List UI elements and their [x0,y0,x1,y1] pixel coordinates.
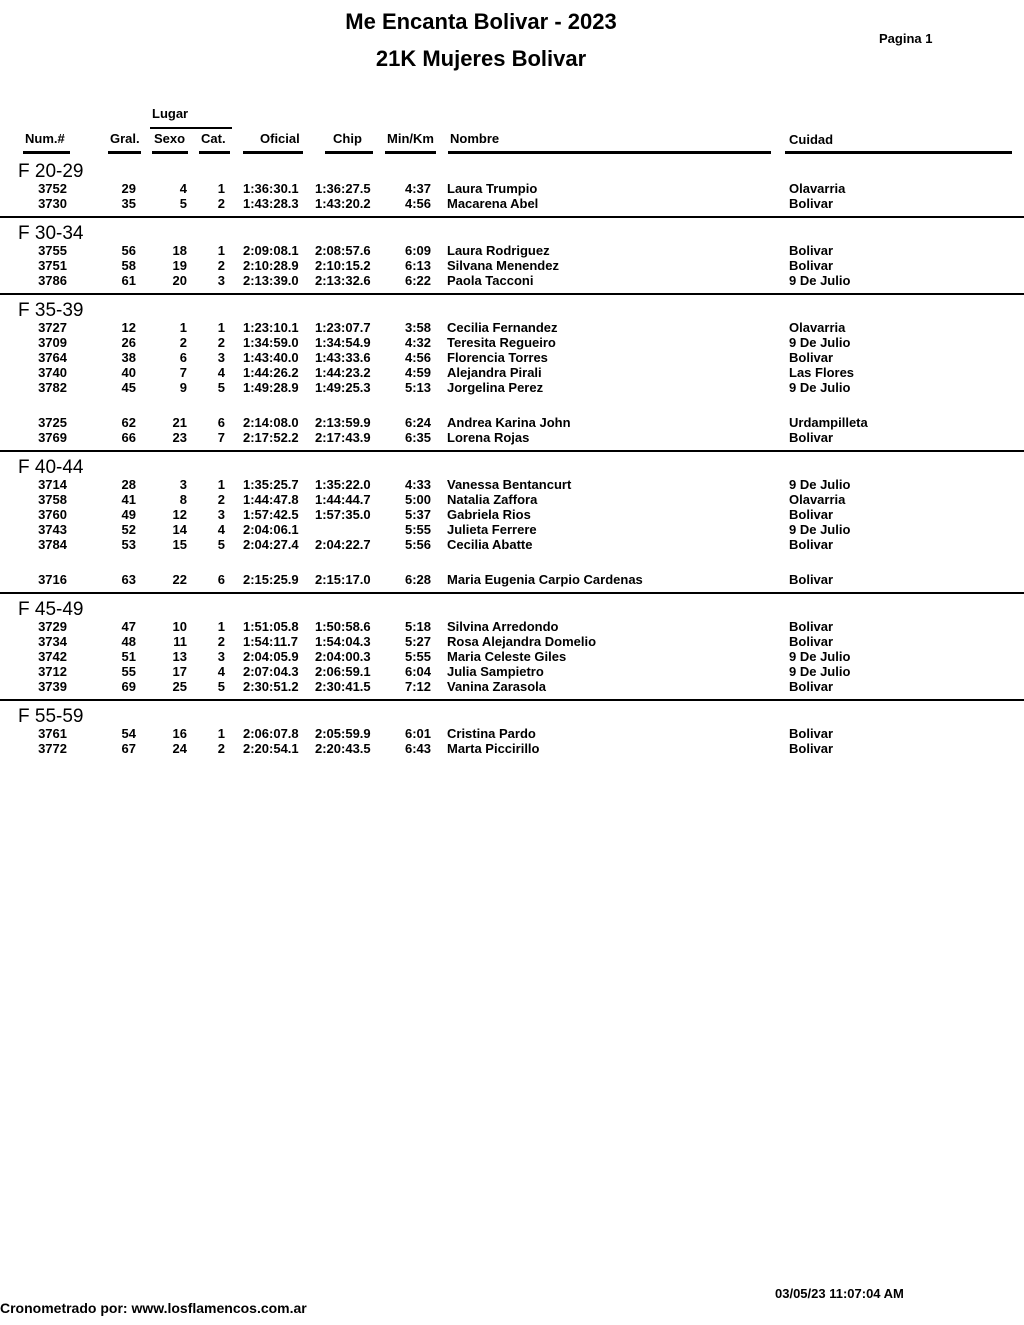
table-row [0,522,1024,537]
cell-minkm: 6:22 [404,273,431,288]
category-title: F 35-39 [18,300,84,321]
cell-nombre: Cristina Pardo [447,726,536,741]
cell-nombre: Maria Eugenia Carpio Cardenas [447,572,643,587]
cell-gral: 51 [121,649,136,664]
col-num-header: Num.# [25,131,65,146]
table-row [0,196,1024,211]
cell-oficial: 2:04:06.1 [243,522,299,537]
cell-oficial: 2:04:27.4 [243,537,299,552]
cell-num: 3712 [38,664,67,679]
col-oficial-header: Oficial [260,131,300,146]
cell-cat: 3 [217,649,225,664]
cell-ciudad: 9 De Julio [789,477,851,492]
cell-ciudad: 9 De Julio [789,273,851,288]
cell-nombre: Maria Celeste Giles [447,649,567,664]
cell-ciudad: Olavarria [789,320,846,335]
cell-gral: 45 [121,380,136,395]
col-gral-header: Gral. [110,131,140,146]
cell-chip: 1:23:07.7 [315,320,371,335]
cell-gral: 49 [121,507,136,522]
table-row [0,741,1024,756]
page-number: Pagina 1 [879,31,933,46]
cell-ciudad: Olavarria [789,492,846,507]
cell-chip: 1:50:58.6 [315,619,371,634]
cell-minkm: 4:59 [404,365,431,380]
cell-nombre: Teresita Regueiro [447,335,556,350]
table-row [0,619,1024,634]
cell-cat: 6 [217,415,225,430]
cell-minkm: 5:55 [404,522,431,537]
cell-cat: 2 [217,634,225,649]
results-table [0,156,1024,761]
cell-ciudad: Bolivar [789,537,834,552]
cell-minkm: 6:35 [404,430,431,445]
cell-gral: 41 [121,492,136,507]
category-group [0,450,1024,592]
cell-gral: 28 [121,477,136,492]
cell-gral: 54 [121,726,136,741]
category-group [0,156,1024,216]
report-title: Me Encanta Bolivar - 2023 [345,9,617,34]
cell-sexo: 12 [172,507,187,522]
cell-nombre: Jorgelina Perez [447,380,544,395]
timing-credit: Cronometrado por: www.losflamencos.com.ar [0,1300,307,1316]
cell-minkm: 4:37 [404,181,431,196]
cell-nombre: Marta Piccirillo [447,741,540,756]
cell-nombre: Cecilia Fernandez [447,320,558,335]
cell-gral: 52 [121,522,136,537]
cell-chip: 2:06:59.1 [315,664,371,679]
cell-chip: 2:04:22.7 [315,537,371,552]
cell-gral: 69 [121,679,136,694]
cell-cat: 5 [217,679,225,694]
cell-cat: 3 [217,273,225,288]
cell-oficial: 2:06:07.8 [243,726,299,741]
cell-chip: 1:43:33.6 [315,350,371,365]
table-row [0,243,1024,258]
cell-chip: 1:34:54.9 [315,335,371,350]
table-row [0,258,1024,273]
table-row [0,477,1024,492]
cell-sexo: 2 [179,335,187,350]
col-sexo-header: Sexo [154,131,186,146]
cell-oficial: 1:43:28.3 [243,196,299,211]
row-spacer [0,395,1024,415]
cell-gral: 35 [121,196,136,211]
lugar-underline [150,127,232,129]
cell-minkm: 5:18 [404,619,431,634]
table-row [0,350,1024,365]
table-row [0,335,1024,350]
col-chip-header: Chip [333,131,362,146]
cell-gral: 40 [121,365,136,380]
cell-minkm: 5:13 [404,380,431,395]
cell-nombre: Silvina Arredondo [447,619,559,634]
table-row [0,181,1024,196]
col-nombre-header: Nombre [450,131,500,146]
cell-oficial: 2:09:08.1 [243,243,299,258]
cell-minkm: 6:24 [404,415,431,430]
cell-sexo: 9 [179,380,187,395]
col-num-underline [23,151,70,154]
cell-sexo: 24 [172,741,187,756]
cell-chip: 1:49:25.3 [315,380,371,395]
cell-sexo: 8 [179,492,187,507]
table-row [0,537,1024,552]
cell-chip: 2:05:59.9 [315,726,371,741]
cell-cat: 2 [217,196,225,211]
cell-minkm: 6:04 [404,664,431,679]
cell-oficial: 2:20:54.1 [243,741,299,756]
cell-minkm: 4:33 [404,477,431,492]
cell-sexo: 5 [179,196,187,211]
table-row [0,365,1024,380]
cell-nombre: Vanessa Bentancurt [447,477,572,492]
cell-ciudad: Urdampilleta [789,415,868,430]
cell-num: 3755 [38,243,67,258]
cell-num: 3727 [38,320,67,335]
cell-num: 3739 [38,679,67,694]
cell-sexo: 20 [172,273,187,288]
cell-oficial: 1:51:05.8 [243,619,299,634]
cell-chip: 1:57:35.0 [315,507,371,522]
cell-num: 3730 [38,196,67,211]
cell-nombre: Alejandra Pirali [447,365,542,380]
cell-cat: 5 [217,537,225,552]
cell-ciudad: 9 De Julio [789,335,851,350]
cell-minkm: 4:32 [404,335,431,350]
cell-sexo: 17 [172,664,187,679]
category-title: F 20-29 [18,161,84,182]
cell-oficial: 2:15:25.9 [243,572,299,587]
category-group [0,592,1024,699]
cell-cat: 1 [217,726,225,741]
cell-oficial: 2:10:28.9 [243,258,299,273]
cell-chip: 1:44:23.2 [315,365,371,380]
cell-chip: 1:35:22.0 [315,477,371,492]
cell-nombre: Natalia Zaffora [447,492,538,507]
cell-gral: 67 [121,741,136,756]
group-spacer [0,756,1024,761]
cell-num: 3740 [38,365,67,380]
cell-ciudad: Bolivar [789,243,834,258]
cell-ciudad: 9 De Julio [789,649,851,664]
cell-nombre: Julieta Ferrere [447,522,537,537]
cell-sexo: 13 [172,649,187,664]
row-spacer [0,552,1024,572]
cell-ciudad: Olavarria [789,181,846,196]
cell-cat: 1 [217,477,225,492]
cell-oficial: 2:30:51.2 [243,679,299,694]
category-title: F 55-59 [18,706,84,727]
cell-minkm: 6:09 [404,243,431,258]
cell-chip: 1:54:04.3 [315,634,371,649]
cell-num: 3751 [38,258,67,273]
cell-chip: 1:44:44.7 [315,492,371,507]
cell-minkm: 5:00 [404,492,431,507]
cell-nombre: Silvana Menendez [447,258,559,273]
cell-minkm: 5:27 [404,634,431,649]
col-minkm-header: Min/Km [387,131,434,146]
cell-cat: 5 [217,380,225,395]
report-subtitle: 21K Mujeres Bolivar [375,46,587,71]
cell-gral: 62 [121,415,136,430]
cell-oficial: 1:23:10.1 [243,320,299,335]
cell-cat: 3 [217,507,225,522]
cell-nombre: Julia Sampietro [447,664,544,679]
cell-gral: 63 [121,572,136,587]
col-cat-underline [199,151,230,154]
cell-cat: 1 [217,619,225,634]
cell-num: 3714 [38,477,67,492]
cell-num: 3769 [38,430,67,445]
col-ciudad-underline [785,151,1012,154]
cell-cat: 2 [217,741,225,756]
cell-gral: 47 [121,619,136,634]
cell-ciudad: Bolivar [789,679,834,694]
cell-ciudad: Las Flores [789,365,855,380]
cell-sexo: 23 [172,430,187,445]
cell-cat: 4 [217,522,225,537]
cell-ciudad: Bolivar [789,726,834,741]
cell-sexo: 6 [179,350,187,365]
category-title: F 40-44 [18,457,84,478]
cell-gral: 12 [121,320,136,335]
cell-num: 3734 [38,634,67,649]
cell-chip: 2:10:15.2 [315,258,371,273]
cell-sexo: 11 [173,634,187,649]
cell-oficial: 1:44:47.8 [243,492,299,507]
cell-num: 3764 [38,350,67,365]
cell-oficial: 2:07:04.3 [243,664,299,679]
cell-ciudad: 9 De Julio [789,664,851,679]
cell-gral: 66 [121,430,136,445]
cell-sexo: 19 [172,258,187,273]
col-gral-underline [108,151,141,154]
cell-gral: 55 [121,664,136,679]
table-row [0,273,1024,288]
category-group [0,699,1024,761]
table-row [0,415,1024,430]
cell-ciudad: 9 De Julio [789,522,851,537]
category-title: F 45-49 [18,599,84,620]
cell-oficial: 1:36:30.1 [243,181,299,196]
cell-gral: 26 [121,335,136,350]
cell-minkm: 3:58 [404,320,431,335]
cell-gral: 29 [121,181,136,196]
cell-nombre: Paola Tacconi [447,273,534,288]
cell-oficial: 2:04:05.9 [243,649,299,664]
cell-minkm: 7:12 [404,679,431,694]
cell-num: 3760 [38,507,67,522]
cell-num: 3782 [38,380,67,395]
col-minkm-underline [385,151,436,154]
cell-minkm: 5:55 [404,649,431,664]
category-group [0,216,1024,293]
cell-minkm: 5:56 [404,537,431,552]
cell-sexo: 18 [172,243,187,258]
col-nombre-underline [448,151,771,154]
cell-oficial: 1:35:25.7 [243,477,299,492]
cell-chip: 2:15:17.0 [315,572,371,587]
cell-chip: 2:30:41.5 [315,679,371,694]
table-row [0,492,1024,507]
cell-oficial: 2:17:52.2 [243,430,299,445]
table-row [0,430,1024,445]
cell-sexo: 4 [179,181,187,196]
cell-sexo: 10 [172,619,187,634]
table-row [0,649,1024,664]
cell-nombre: Lorena Rojas [447,430,530,445]
table-row [0,380,1024,395]
cell-cat: 2 [217,492,225,507]
cell-nombre: Macarena Abel [447,196,539,211]
cell-nombre: Andrea Karina John [447,415,571,430]
cell-cat: 1 [217,181,225,196]
cell-num: 3729 [38,619,67,634]
cell-gral: 58 [121,258,136,273]
cell-cat: 1 [217,243,225,258]
cell-num: 3761 [38,726,67,741]
cell-gral: 61 [121,273,136,288]
cell-ciudad: Bolivar [789,572,834,587]
table-row [0,634,1024,649]
col-cat-header: Cat. [201,131,226,146]
cell-chip: 2:04:00.3 [315,649,371,664]
cell-ciudad: Bolivar [789,258,834,273]
cell-minkm: 6:01 [404,726,431,741]
table-row [0,507,1024,522]
cell-oficial: 1:44:26.2 [243,365,299,380]
cell-chip: 1:36:27.5 [315,181,371,196]
cell-num: 3752 [38,181,67,196]
cell-nombre: Laura Rodriguez [447,243,550,258]
category-group [0,293,1024,450]
cell-gral: 38 [121,350,136,365]
cell-oficial: 1:57:42.5 [243,507,299,522]
cell-ciudad: Bolivar [789,507,834,522]
cell-ciudad: Bolivar [789,430,834,445]
cell-nombre: Laura Trumpio [447,181,538,196]
lugar-header: Lugar [152,106,189,121]
cell-sexo: 22 [172,572,187,587]
cell-minkm: 6:43 [404,741,431,756]
cell-sexo: 16 [172,726,187,741]
table-row [0,320,1024,335]
cell-minkm: 6:28 [404,572,431,587]
category-title: F 30-34 [18,223,84,244]
cell-nombre: Vanina Zarasola [447,679,546,694]
cell-num: 3709 [38,335,67,350]
cell-minkm: 4:56 [404,350,431,365]
col-chip-underline [325,151,373,154]
cell-oficial: 1:54:11.7 [243,634,298,649]
cell-num: 3716 [38,572,67,587]
table-row [0,572,1024,587]
cell-chip: 2:20:43.5 [315,741,371,756]
cell-cat: 2 [217,258,225,273]
cell-nombre: Florencia Torres [447,350,548,365]
cell-ciudad: Bolivar [789,634,834,649]
cell-oficial: 1:34:59.0 [243,335,299,350]
cell-num: 3743 [38,522,67,537]
table-row [0,664,1024,679]
print-timestamp: 03/05/23 11:07:04 AM [775,1286,904,1301]
cell-ciudad: 9 De Julio [789,380,851,395]
cell-nombre: Rosa Alejandra Domelio [447,634,597,649]
cell-sexo: 3 [179,477,187,492]
cell-cat: 4 [217,664,225,679]
cell-ciudad: Bolivar [789,196,834,211]
cell-ciudad: Bolivar [789,619,834,634]
cell-cat: 1 [217,320,225,335]
cell-sexo: 25 [172,679,187,694]
cell-cat: 4 [217,365,225,380]
cell-num: 3772 [38,741,67,756]
table-row [0,679,1024,694]
cell-chip: 2:17:43.9 [315,430,371,445]
cell-oficial: 1:43:40.0 [243,350,299,365]
cell-num: 3784 [38,537,67,552]
cell-gral: 56 [121,243,136,258]
cell-minkm: 5:37 [404,507,431,522]
cell-sexo: 15 [172,537,187,552]
col-sexo-underline [152,151,188,154]
cell-num: 3725 [38,415,67,430]
cell-sexo: 14 [172,522,187,537]
cell-num: 3758 [38,492,67,507]
cell-minkm: 6:13 [404,258,431,273]
cell-gral: 48 [121,634,136,649]
cell-cat: 3 [217,350,225,365]
cell-cat: 2 [217,335,225,350]
cell-sexo: 21 [172,415,187,430]
cell-nombre: Cecilia Abatte [447,537,533,552]
cell-oficial: 2:14:08.0 [243,415,299,430]
cell-nombre: Gabriela Rios [447,507,531,522]
cell-num: 3786 [38,273,67,288]
cell-sexo: 1 [179,320,187,335]
cell-chip: 2:13:32.6 [315,273,371,288]
col-ciudad-header: Cuidad [789,132,834,147]
cell-gral: 53 [121,537,136,552]
cell-ciudad: Bolivar [789,350,834,365]
cell-oficial: 2:13:39.0 [243,273,299,288]
cell-ciudad: Bolivar [789,741,834,756]
cell-chip: 2:13:59.9 [315,415,371,430]
col-oficial-underline [243,151,303,154]
cell-oficial: 1:49:28.9 [243,380,299,395]
cell-cat: 6 [217,572,225,587]
cell-minkm: 4:56 [404,196,431,211]
cell-chip: 1:43:20.2 [315,196,371,211]
cell-cat: 7 [217,430,225,445]
cell-chip: 2:08:57.6 [315,243,371,258]
cell-num: 3742 [38,649,67,664]
table-row [0,726,1024,741]
cell-sexo: 7 [179,365,187,380]
